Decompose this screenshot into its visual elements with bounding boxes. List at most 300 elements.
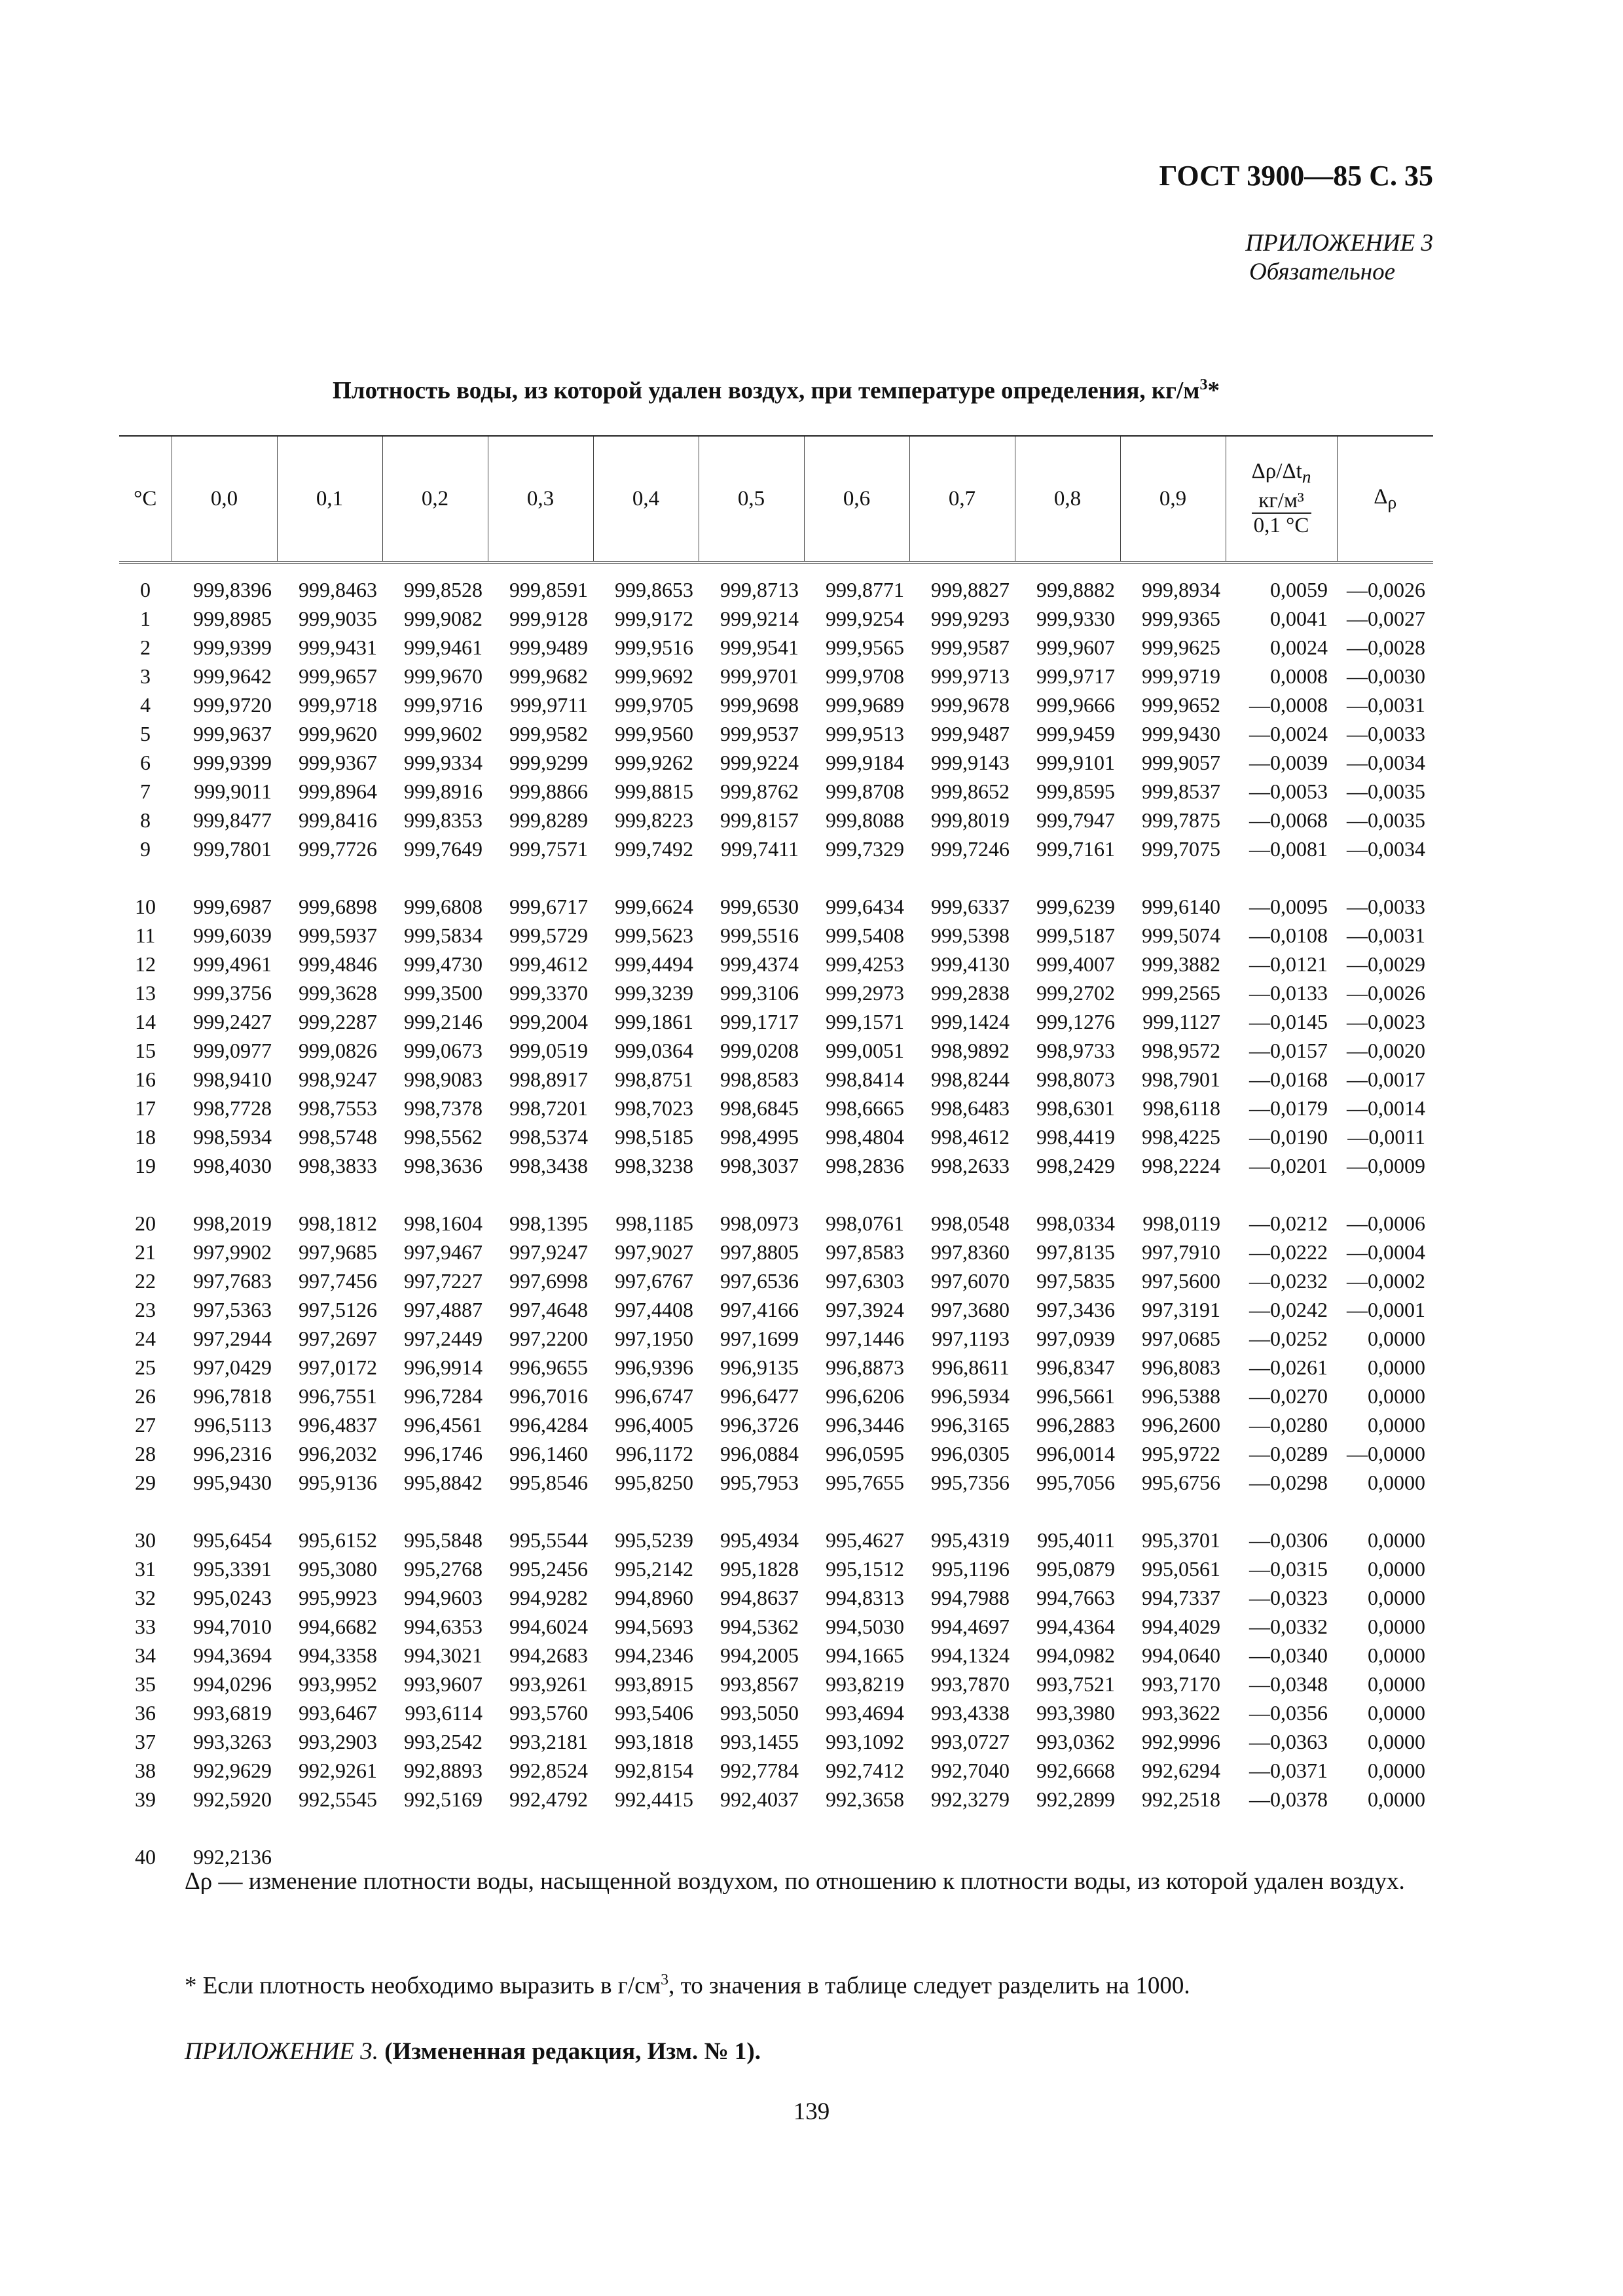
col-header-tenth: 0,7: [909, 436, 1015, 562]
temp-cell: 17: [135, 1096, 156, 1120]
density-cell: 999,2004: [509, 1010, 588, 1033]
delta-cell: —0,0033: [1347, 895, 1425, 918]
gradient-cell: —0,0332: [1249, 1615, 1328, 1638]
density-cell: 997,9247: [509, 1240, 588, 1264]
density-cell: 997,2697: [299, 1327, 377, 1350]
table-row: [119, 1238, 1433, 1266]
density-cell: 992,8524: [509, 1759, 588, 1782]
density-cell: 996,2032: [299, 1442, 377, 1465]
density-cell: 994,7010: [193, 1615, 272, 1638]
density-cell: 995,7655: [826, 1471, 904, 1494]
density-cell: 999,0826: [299, 1039, 377, 1062]
density-cell: 995,4319: [931, 1528, 1010, 1552]
density-cell: 999,7492: [615, 837, 693, 861]
amendment-appendix: ПРИЛОЖЕНИЕ 3.: [185, 2038, 378, 2065]
delta-cell: —0,0023: [1347, 1010, 1425, 1033]
density-cell: 999,3500: [404, 981, 483, 1005]
gradient-cell: —0,0222: [1249, 1240, 1328, 1264]
density-cell: 999,1571: [826, 1010, 904, 1033]
density-cell: 996,4837: [299, 1413, 377, 1437]
block-spacer: [119, 1180, 1433, 1209]
density-cell: 992,5920: [193, 1787, 272, 1811]
density-cell: 999,8771: [826, 578, 904, 601]
density-cell: 999,3106: [720, 981, 799, 1005]
header-appendix: [1245, 229, 1433, 287]
density-cell: 994,1665: [826, 1643, 904, 1667]
density-cell: 999,6624: [615, 895, 693, 918]
density-cell: 998,0119: [1142, 1211, 1220, 1235]
density-cell: 999,9224: [720, 751, 799, 774]
density-cell: 992,4415: [615, 1787, 693, 1811]
density-cell: 999,2702: [1036, 981, 1115, 1005]
density-cell: 998,3833: [299, 1154, 377, 1177]
gradient-cell: —0,0289: [1249, 1442, 1328, 1465]
density-cell: 996,5388: [1142, 1384, 1220, 1408]
density-cell: 993,6819: [193, 1701, 272, 1725]
density-cell: 995,9722: [1142, 1442, 1220, 1465]
table-row: [119, 978, 1433, 1007]
table-row: [119, 1612, 1433, 1641]
density-cell: 996,0884: [720, 1442, 799, 1465]
density-cell: 999,6717: [509, 895, 588, 918]
amendment-text: (Измененная редакция, Изм. № 1).: [384, 2038, 761, 2065]
density-cell: 995,0561: [1142, 1557, 1220, 1581]
density-cell: 996,5934: [931, 1384, 1010, 1408]
density-cell: 998,8583: [720, 1067, 799, 1091]
gradient-cell: —0,0232: [1249, 1269, 1328, 1293]
density-cell: 999,5834: [404, 924, 483, 947]
density-cell: 999,8762: [720, 780, 799, 803]
density-cell: 995,2456: [509, 1557, 588, 1581]
col-header-gradient: [1226, 436, 1337, 562]
density-cell: 998,4030: [193, 1154, 272, 1177]
density-cell: 999,8157: [720, 808, 799, 832]
col-header-tenth: 0,6: [804, 436, 909, 562]
table-row: [119, 1065, 1433, 1094]
density-cell: 995,7953: [720, 1471, 799, 1494]
table-row: [119, 662, 1433, 691]
density-cell: 999,4961: [193, 952, 272, 976]
density-cell: 996,6477: [720, 1384, 799, 1408]
density-cell: 999,4494: [615, 952, 693, 976]
density-cell: 993,6467: [299, 1701, 377, 1725]
delta-cell: 0,0000: [1368, 1528, 1425, 1552]
density-cell: 999,3370: [509, 981, 588, 1005]
density-cell: 996,1172: [615, 1442, 693, 1465]
density-cell: 999,8477: [193, 808, 272, 832]
density-cell: 999,9560: [615, 722, 693, 745]
temp-cell: 12: [135, 952, 156, 976]
density-cell: 997,5363: [193, 1298, 272, 1321]
density-cell: 999,3882: [1142, 952, 1220, 976]
gradient-cell: —0,0270: [1249, 1384, 1328, 1408]
density-cell: 998,5185: [615, 1125, 693, 1149]
delta-cell: 0,0000: [1368, 1355, 1425, 1379]
density-cell: 999,8088: [826, 808, 904, 832]
density-cell: 994,7663: [1036, 1586, 1115, 1609]
density-cell: 999,5074: [1142, 924, 1220, 947]
temp-cell: 0: [140, 578, 151, 601]
density-cell: 998,9083: [404, 1067, 483, 1091]
density-cell: 992,2136: [193, 1845, 272, 1869]
table-row: [119, 1727, 1433, 1756]
table-row: [119, 1324, 1433, 1353]
density-cell: 999,5937: [299, 924, 377, 947]
density-cell: 999,4612: [509, 952, 588, 976]
temp-cell: 27: [135, 1413, 156, 1437]
density-cell: 996,4561: [404, 1413, 483, 1437]
density-cell: 998,3037: [720, 1154, 799, 1177]
density-cell: 992,6668: [1036, 1759, 1115, 1782]
density-cell: 996,8083: [1142, 1355, 1220, 1379]
gradient-cell: —0,0145: [1249, 1010, 1328, 1033]
delta-cell: —0,0020: [1347, 1039, 1425, 1062]
density-cell: 994,4697: [931, 1615, 1010, 1638]
density-cell: 999,8708: [826, 780, 904, 803]
density-cell: 993,3622: [1142, 1701, 1220, 1725]
density-cell: 997,4648: [509, 1298, 588, 1321]
density-cell: 992,6294: [1142, 1759, 1220, 1782]
density-cell: 993,7170: [1142, 1672, 1220, 1696]
density-cell: 998,0973: [720, 1211, 799, 1235]
density-cell: 997,6767: [615, 1269, 693, 1293]
density-cell: 999,7875: [1142, 808, 1220, 832]
density-cell: 995,9136: [299, 1471, 377, 1494]
density-cell: 999,8019: [931, 808, 1010, 832]
gradient-cell: —0,0008: [1249, 693, 1328, 717]
density-cell: 999,4253: [826, 952, 904, 976]
density-cell: 998,7378: [404, 1096, 483, 1120]
density-cell: 998,1604: [404, 1211, 483, 1235]
density-cell: 998,8751: [615, 1067, 693, 1091]
density-cell: 999,9620: [299, 722, 377, 745]
density-cell: 999,0051: [826, 1039, 904, 1062]
delta-cell: —0,0000: [1347, 1442, 1425, 1465]
density-cell: 994,0640: [1142, 1643, 1220, 1667]
table-row: [119, 1382, 1433, 1410]
table-row: [119, 1468, 1433, 1497]
density-cell: 993,9952: [299, 1672, 377, 1696]
density-cell: 996,0595: [826, 1442, 904, 1465]
density-cell: 993,5406: [615, 1701, 693, 1725]
density-cell: 999,9666: [1036, 693, 1115, 717]
density-cell: 994,8313: [826, 1586, 904, 1609]
density-cell: 998,4612: [931, 1125, 1010, 1149]
density-cell: 997,7227: [404, 1269, 483, 1293]
delta-cell: 0,0000: [1368, 1787, 1425, 1811]
block-spacer-cell: [119, 863, 1433, 892]
delta-cell: —0,0030: [1347, 664, 1425, 688]
density-cell: 999,9720: [193, 693, 272, 717]
density-cell: 992,3658: [826, 1787, 904, 1811]
delta-cell: —0,0009: [1347, 1154, 1425, 1177]
block-spacer-cell: [119, 1814, 1433, 1842]
density-cell: 998,9572: [1142, 1039, 1220, 1062]
density-cell: 994,9282: [509, 1586, 588, 1609]
table-row: [119, 1151, 1433, 1180]
density-cell: 999,9214: [720, 607, 799, 630]
delta-cell: 0,0000: [1368, 1730, 1425, 1753]
header-standard: ГОСТ 3900—85 С. 35: [1159, 160, 1433, 192]
temp-cell: 14: [135, 1010, 156, 1033]
delta-cell: —0,0004: [1347, 1240, 1425, 1264]
density-cell: 995,7356: [931, 1471, 1010, 1494]
density-cell: 997,5835: [1036, 1269, 1115, 1293]
temp-cell: 36: [135, 1701, 156, 1725]
gradient-cell: —0,0168: [1249, 1067, 1328, 1091]
density-cell: 998,4419: [1036, 1125, 1115, 1149]
gradient-cell: —0,0306: [1249, 1528, 1328, 1552]
delta-cell: —0,0017: [1347, 1067, 1425, 1091]
appendix-status: Обязательное: [1249, 259, 1395, 285]
density-cell: 996,9914: [404, 1355, 483, 1379]
density-cell: 999,9399: [193, 636, 272, 659]
table-row: [119, 562, 1433, 604]
table-row: [119, 1439, 1433, 1468]
density-cell: 997,8135: [1036, 1240, 1115, 1264]
density-cell: 997,0429: [193, 1355, 272, 1379]
density-cell: 998,6301: [1036, 1096, 1115, 1120]
density-cell: 999,9537: [720, 722, 799, 745]
density-cell: 998,2633: [931, 1154, 1010, 1177]
table-title: [119, 376, 1433, 404]
col-header-delta: [1337, 436, 1433, 562]
density-cell: 999,9541: [720, 636, 799, 659]
density-cell: 997,1699: [720, 1327, 799, 1350]
density-cell: 995,1828: [720, 1557, 799, 1581]
density-cell: 993,1455: [720, 1730, 799, 1753]
density-cell: 992,2899: [1036, 1787, 1115, 1811]
density-cell: 999,8964: [299, 780, 377, 803]
density-cell: 996,2883: [1036, 1413, 1115, 1437]
density-cell: 999,9692: [615, 664, 693, 688]
table-row: [119, 950, 1433, 978]
density-cell: 996,7016: [509, 1384, 588, 1408]
density-cell: 999,9489: [509, 636, 588, 659]
density-cell: 998,6665: [826, 1096, 904, 1120]
temp-cell: 33: [135, 1615, 156, 1638]
density-cell: 999,9461: [404, 636, 483, 659]
gradient-sub: n: [1302, 466, 1311, 487]
density-cell: 998,9247: [299, 1067, 377, 1091]
density-cell: 994,7988: [931, 1586, 1010, 1609]
density-cell: 993,5050: [720, 1701, 799, 1725]
density-cell: 993,0362: [1036, 1730, 1115, 1753]
delta-cell: 0,0000: [1368, 1701, 1425, 1725]
density-cell: 993,1818: [615, 1730, 693, 1753]
density-cell: 995,5848: [404, 1528, 483, 1552]
table-row: [119, 1007, 1433, 1036]
table-row: [119, 604, 1433, 633]
density-cell: 999,8815: [615, 780, 693, 803]
density-cell: 999,7801: [193, 837, 272, 861]
density-cell: 999,9642: [193, 664, 272, 688]
density-cell: 995,9923: [299, 1586, 377, 1609]
delta-cell: —0,0031: [1347, 693, 1425, 717]
table-row: [119, 921, 1433, 950]
density-cell: 999,6337: [931, 895, 1010, 918]
gradient-cell: —0,0053: [1249, 780, 1328, 803]
density-cell: 992,3279: [931, 1787, 1010, 1811]
density-cell: 999,9587: [931, 636, 1010, 659]
density-cell: 999,8827: [931, 578, 1010, 601]
density-cell: 999,9431: [299, 636, 377, 659]
density-cell: 995,4011: [1037, 1528, 1115, 1552]
density-cell: 992,7412: [826, 1759, 904, 1782]
density-cell: 999,7161: [1036, 837, 1115, 861]
density-cell: 997,1950: [615, 1327, 693, 1350]
density-cell: 994,0296: [193, 1672, 272, 1696]
density-cell: 999,5623: [615, 924, 693, 947]
density-cell: 999,0364: [615, 1039, 693, 1062]
density-cell: 996,8347: [1036, 1355, 1115, 1379]
density-cell: 995,7056: [1036, 1471, 1115, 1494]
density-cell: 992,9996: [1142, 1730, 1220, 1753]
col-header-tenth: 0,1: [277, 436, 382, 562]
density-cell: 999,9299: [509, 751, 588, 774]
density-cell: 997,6070: [931, 1269, 1010, 1293]
temp-cell: 35: [135, 1672, 156, 1696]
density-cell: 999,8396: [193, 578, 272, 601]
density-cell: 998,3438: [509, 1154, 588, 1177]
density-cell: 999,4130: [931, 952, 1010, 976]
density-cell: 997,0172: [299, 1355, 377, 1379]
density-cell: 999,1127: [1142, 1010, 1220, 1033]
density-cell: 998,0334: [1036, 1211, 1115, 1235]
gradient-cell: —0,0201: [1249, 1154, 1328, 1177]
density-cell: 999,9367: [299, 751, 377, 774]
density-cell: 999,9082: [404, 607, 483, 630]
density-cell: 999,9128: [509, 607, 588, 630]
temp-cell: 13: [135, 981, 156, 1005]
density-cell: 994,5362: [720, 1615, 799, 1638]
density-cell: 999,9698: [720, 693, 799, 717]
density-cell: 992,7784: [720, 1759, 799, 1782]
density-cell: 995,8250: [615, 1471, 693, 1494]
density-cell: 998,8073: [1036, 1067, 1115, 1091]
density-cell: 993,3980: [1036, 1701, 1115, 1725]
density-cell: 996,3446: [826, 1413, 904, 1437]
delta-cell: —0,0027: [1347, 607, 1425, 630]
temp-cell: 15: [135, 1039, 156, 1062]
delta-cell: 0,0000: [1368, 1643, 1425, 1667]
temp-cell: 20: [135, 1211, 156, 1235]
density-cell: 999,9184: [826, 751, 904, 774]
density-cell: 999,9430: [1142, 722, 1220, 745]
density-cell: 999,8595: [1036, 780, 1115, 803]
density-cell: 994,1324: [931, 1643, 1010, 1667]
density-cell: 999,6898: [299, 895, 377, 918]
gradient-cell: —0,0356: [1249, 1701, 1328, 1725]
density-cell: 996,4284: [509, 1413, 588, 1437]
density-cell: 998,7201: [509, 1096, 588, 1120]
density-cell: 999,9652: [1142, 693, 1220, 717]
density-cell: 993,5760: [509, 1701, 588, 1725]
density-cell: 999,8223: [615, 808, 693, 832]
density-cell: 997,7910: [1142, 1240, 1220, 1264]
density-cell: 997,1446: [826, 1327, 904, 1350]
density-cell: 997,9467: [404, 1240, 483, 1264]
delta-cell: 0,0000: [1368, 1384, 1425, 1408]
density-cell: 995,2768: [404, 1557, 483, 1581]
density-cell: 998,5934: [193, 1125, 272, 1149]
density-cell: 999,5516: [720, 924, 799, 947]
density-cell: 999,9717: [1036, 664, 1115, 688]
density-cell: 997,9027: [615, 1240, 693, 1264]
gradient-cell: —0,0179: [1249, 1096, 1328, 1120]
block-spacer: [119, 1814, 1433, 1842]
density-cell: 999,0519: [509, 1039, 588, 1062]
density-cell: 998,1395: [509, 1211, 588, 1235]
density-cell: 995,5544: [509, 1528, 588, 1552]
density-cell: 999,9399: [193, 751, 272, 774]
density-cell: 993,2903: [299, 1730, 377, 1753]
gradient-cell: —0,0298: [1249, 1471, 1328, 1494]
table-row: [119, 1094, 1433, 1122]
density-cell: 994,5693: [615, 1615, 693, 1638]
density-cell: 999,6987: [193, 895, 272, 918]
density-cell: 999,6808: [404, 895, 483, 918]
density-cell: 992,5169: [404, 1787, 483, 1811]
gradient-cell: —0,0261: [1249, 1355, 1328, 1379]
gradient-cell: —0,0081: [1249, 837, 1328, 861]
density-cell: 998,2429: [1036, 1154, 1115, 1177]
temp-cell: 3: [140, 664, 151, 688]
density-cell: 995,9430: [193, 1471, 272, 1494]
table-row: [119, 1266, 1433, 1295]
density-cell: 998,0548: [931, 1211, 1010, 1235]
density-cell: 996,0305: [931, 1442, 1010, 1465]
density-cell: 996,7284: [404, 1384, 483, 1408]
density-cell: 997,4887: [404, 1298, 483, 1321]
density-table-wrapper: [119, 435, 1433, 1871]
delta-cell: 0,0000: [1368, 1759, 1425, 1782]
density-cell: 998,4995: [720, 1125, 799, 1149]
temp-cell: 11: [135, 924, 156, 947]
density-cell: 996,1460: [509, 1442, 588, 1465]
gradient-cell: —0,0280: [1249, 1413, 1328, 1437]
density-cell: 995,8842: [404, 1471, 483, 1494]
table-row: [119, 1209, 1433, 1238]
density-cell: 998,5374: [509, 1125, 588, 1149]
density-cell: 997,2200: [509, 1327, 588, 1350]
col-header-tenth: 0,4: [593, 436, 699, 562]
density-cell: 993,0727: [931, 1730, 1010, 1753]
density-cell: 999,6239: [1036, 895, 1115, 918]
gradient-cell: —0,0157: [1249, 1039, 1328, 1062]
density-cell: 999,5408: [826, 924, 904, 947]
table-row: [119, 1583, 1433, 1612]
col-header-tenth: 0,5: [699, 436, 804, 562]
density-cell: 994,2346: [615, 1643, 693, 1667]
density-cell: 999,9143: [931, 751, 1010, 774]
density-cell: 999,5398: [931, 924, 1010, 947]
temp-cell: 22: [135, 1269, 156, 1293]
density-cell: 996,1746: [404, 1442, 483, 1465]
density-cell: 993,1092: [826, 1730, 904, 1753]
temp-cell: 6: [140, 751, 151, 774]
table-row: [119, 633, 1433, 662]
delta-cell: —0,0026: [1347, 981, 1425, 1005]
density-cell: 999,9689: [826, 693, 904, 717]
density-cell: 994,5030: [826, 1615, 904, 1638]
density-cell: 993,8219: [826, 1672, 904, 1696]
density-cell: 999,9011: [194, 780, 272, 803]
density-cell: 997,0685: [1142, 1327, 1220, 1350]
density-cell: 998,9733: [1036, 1039, 1115, 1062]
density-cell: 999,9705: [615, 693, 693, 717]
density-cell: 999,6039: [193, 924, 272, 947]
